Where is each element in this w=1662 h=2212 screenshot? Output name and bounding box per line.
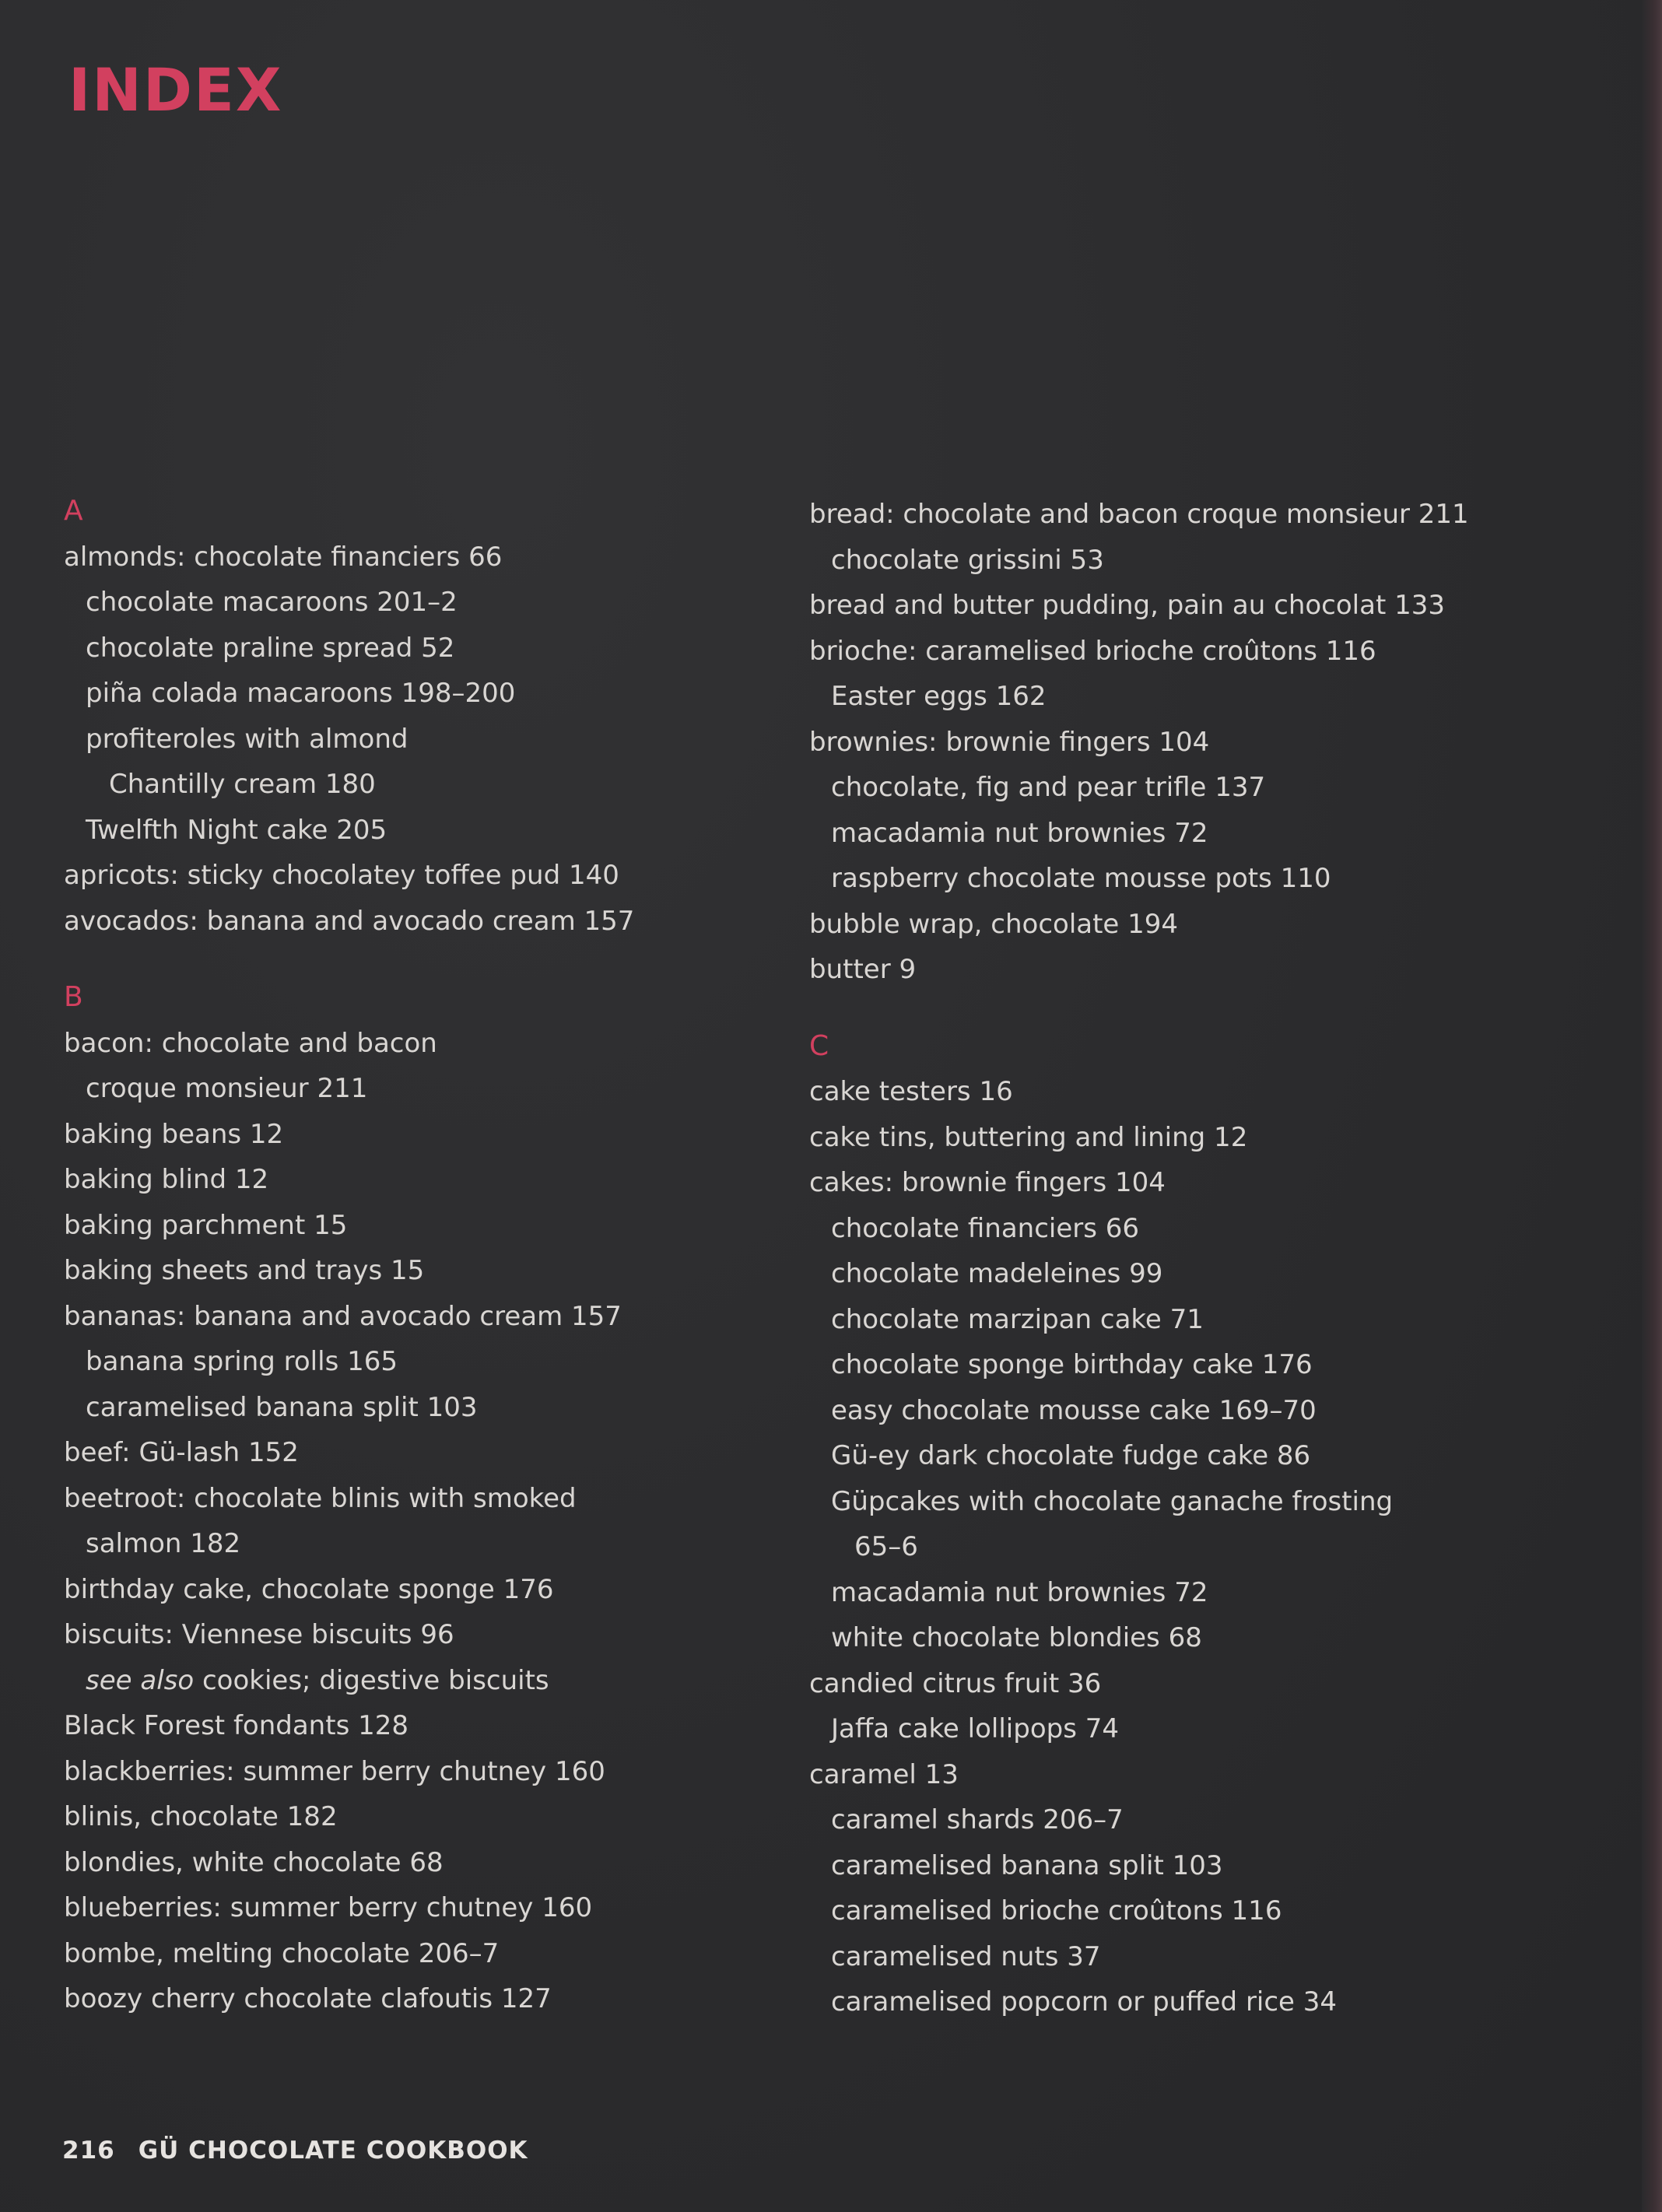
index-entry: bombe, melting chocolate 206–7 [64, 1937, 500, 1969]
index-subentry: chocolate marzipan cake 71 [831, 1303, 1204, 1335]
index-entry: boozy cherry chocolate clafoutis 127 [64, 1983, 552, 2014]
index-subentry-continued: salmon 182 [86, 1528, 241, 1559]
index-entry: almonds: chocolate financiers 66 [64, 541, 503, 573]
index-subentry: easy chocolate mousse cake 169–70 [831, 1394, 1317, 1426]
index-entry: baking blind 12 [64, 1164, 269, 1195]
index-subentry: chocolate, fig and pear trifle 137 [831, 772, 1266, 803]
index-entry: blondies, white chocolate 68 [64, 1846, 444, 1878]
index-entry: bubble wrap, chocolate 194 [809, 908, 1179, 940]
index-entry: blinis, chocolate 182 [64, 1801, 338, 1832]
index-subentry-continued: croque monsieur 211 [86, 1073, 368, 1104]
section-letter-c: C [809, 1029, 829, 1062]
index-entry: baking sheets and trays 15 [64, 1255, 425, 1286]
index-entry: baking parchment 15 [64, 1209, 348, 1241]
index-entry: beef: Gü-lash 152 [64, 1437, 299, 1468]
index-subentry: macadamia nut brownies 72 [831, 1576, 1208, 1608]
index-subentry: banana spring rolls 165 [86, 1346, 398, 1377]
index-entry: brioche: caramelised brioche croûtons 116 [809, 635, 1376, 667]
see-also-label: see also [86, 1664, 195, 1696]
index-subentry: caramelised banana split 103 [86, 1391, 478, 1423]
index-entry: blackberries: summer berry chutney 160 [64, 1755, 605, 1787]
index-subentry: Twelfth Night cake 205 [86, 814, 387, 846]
index-subentry: chocolate sponge birthday cake 176 [831, 1349, 1313, 1380]
index-subentry: caramelised nuts 37 [831, 1940, 1101, 1972]
index-entry: Black Forest fondants 128 [64, 1710, 408, 1741]
index-entry: caramel 13 [809, 1758, 959, 1790]
index-subentry: profiteroles with almond [86, 723, 408, 755]
index-subentry: caramelised banana split 103 [831, 1849, 1223, 1881]
index-entry: butter 9 [809, 954, 917, 985]
index-entry: cake tins, buttering and lining 12 [809, 1121, 1248, 1153]
index-subentry-continued: 65–6 [854, 1531, 918, 1562]
index-subentry: piña colada macaroons 198–200 [86, 678, 516, 709]
index-entry: bacon: chocolate and bacon [64, 1027, 437, 1059]
index-subentry: white chocolate blondies 68 [831, 1622, 1202, 1653]
index-section-b [64, 975, 787, 2022]
index-section-b-continued [809, 492, 1618, 993]
index-subentry: caramelised brioche croûtons 116 [831, 1895, 1282, 1926]
index-entry: bread: chocolate and bacon croque monsieur 211 [809, 499, 1469, 530]
index-entry: beetroot: chocolate blinis with smoked [64, 1482, 577, 1514]
index-column-left [64, 489, 787, 2053]
index-entry: bananas: banana and avocado cream 157 [64, 1300, 622, 1332]
index-entry: baking beans 12 [64, 1118, 284, 1150]
index-column-right [809, 492, 1618, 2056]
index-subentry: caramelised popcorn or puffed rice 34 [831, 1986, 1338, 2017]
index-entry: blueberries: summer berry chutney 160 [64, 1892, 593, 1923]
index-entry: birthday cake, chocolate sponge 176 [64, 1573, 554, 1605]
index-subentry: chocolate financiers 66 [831, 1212, 1140, 1244]
index-entry: biscuits: Viennese biscuits 96 [64, 1619, 454, 1650]
see-also-targets: cookies; digestive biscuits [202, 1664, 549, 1696]
page-title: INDEX [68, 55, 283, 124]
index-subentry: Gü-ey dark chocolate fudge cake 86 [831, 1440, 1311, 1471]
index-section-c [809, 1024, 1618, 2025]
page-number: 216 [62, 2137, 115, 2165]
page-edge [1642, 0, 1662, 2212]
index-entry: avocados: banana and avocado cream 157 [64, 905, 635, 937]
index-subentry: Güpcakes with chocolate ganache frosting [831, 1485, 1394, 1517]
index-subentry-continued: Chantilly cream 180 [109, 769, 376, 800]
index-entry: candied citrus fruit 36 [809, 1667, 1102, 1699]
index-subentry: caramel shards 206–7 [831, 1804, 1124, 1835]
index-subentry: chocolate grissini 53 [831, 544, 1104, 576]
index-subentry: chocolate praline spread 52 [86, 632, 455, 664]
index-see-also [64, 1658, 787, 1704]
book-title: GÜ CHOCOLATE COOKBOOK [138, 2137, 528, 2165]
index-subentry: chocolate madeleines 99 [831, 1258, 1163, 1289]
index-entry: cake testers 16 [809, 1076, 1013, 1107]
index-entry: apricots: sticky chocolatey toffee pud 140 [64, 860, 619, 891]
index-subentry: raspberry chocolate mousse pots 110 [831, 863, 1331, 894]
index-entry: brownies: brownie fingers 104 [809, 726, 1210, 758]
index-subentry: Jaffa cake lollipops 74 [831, 1713, 1119, 1744]
index-subentry: chocolate macaroons 201–2 [86, 587, 458, 618]
page-footer [62, 2137, 528, 2165]
section-letter-a: A [64, 495, 83, 527]
index-entry: bread and butter pudding, pain au chocolat 133 [809, 590, 1445, 621]
index-subentry: macadamia nut brownies 72 [831, 817, 1208, 849]
index-entry: cakes: brownie fingers 104 [809, 1167, 1166, 1198]
section-letter-b: B [64, 981, 83, 1013]
index-subentry: Easter eggs 162 [831, 681, 1047, 712]
index-section-a [64, 489, 787, 944]
